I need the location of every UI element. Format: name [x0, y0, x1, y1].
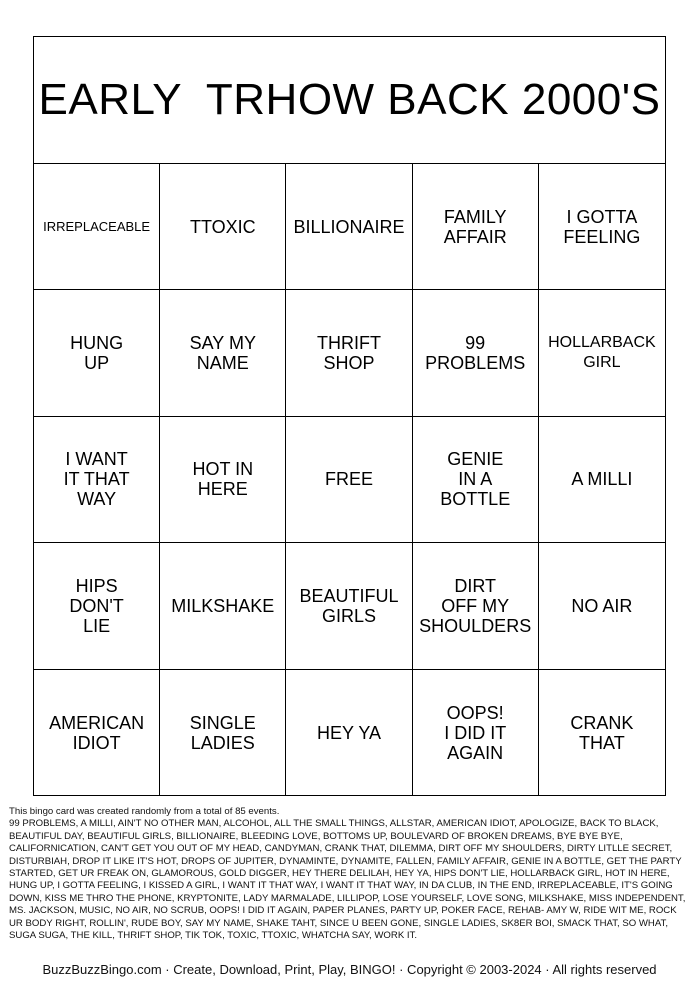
copyright-line: BuzzBuzzBingo.com · Create, Download, Print, Play, BINGO! · Copyright © 2003-2024 · All rights reserved: [42, 962, 657, 977]
bingo-cell: HIPS DON'T LIE: [34, 543, 160, 669]
bingo-cell: TTOXIC: [160, 164, 286, 290]
bingo-cell: HOT IN HERE: [160, 417, 286, 543]
events-note-intro: This bingo card was created randomly from a total of 85 events.: [9, 806, 280, 817]
bingo-cell: HOLLARBACK GIRL: [539, 290, 665, 416]
bingo-cell: DIRT OFF MY SHOULDERS: [413, 543, 539, 669]
bingo-cell: SAY MY NAME: [160, 290, 286, 416]
bingo-grid: [34, 164, 665, 796]
bingo-cell: GENIE IN A BOTTLE: [413, 417, 539, 543]
bingo-cell: 99 PROBLEMS: [413, 290, 539, 416]
bingo-cell: HEY YA: [286, 670, 412, 796]
bingo-cell: MILKSHAKE: [160, 543, 286, 669]
bingo-cell: BILLIONAIRE: [286, 164, 412, 290]
bingo-cell: HUNG UP: [34, 290, 160, 416]
bingo-cell: THRIFT SHOP: [286, 290, 412, 416]
bingo-cell-free: FREE: [286, 417, 412, 543]
bingo-cell: SINGLE LADIES: [160, 670, 286, 796]
bingo-cell: I GOTTA FEELING: [539, 164, 665, 290]
bingo-cell: CRANK THAT: [570, 712, 634, 753]
events-list: 99 PROBLEMS, A MILLI, AIN'T NO OTHER MAN, ALCOHOL, ALL THE SMALL THINGS, ALLSTAR, AMERICAN IDIOT, APOLOGIZE, BACK TO BLACK, BEAUTIFUL DAY, BEAUTIFUL GIRLS, BILLIONAIRE, BLEEDING LOVE, BOTTOMS UP, BOULEVARD OF BROKEN DREAMS, BYE BYE BYE, CALIFORNICATION, CAN'T GET YOU OUT OF MY HEAD, CANDYMAN, CRANK THAT, DILEMMA, DIRT OFF MY SHOULDERS, DIRTY LITLLE SECRET, DISTURBIAH, DROP IT LIKE IT'S HOT, DROPS OF JUPITER, DYNAMINTE, DYNAMITE, FALLEN, FAMILY AFFAIR, GENIE IN A BOTTLE, GET THE PARTY STARTED, GET UR FREAK ON, GLAMOROUS, GOLD DIGGER, HEY THERE DELILAH, HEY YA, HIPS DON'T LIE, HOLLARBACK GIRL, HOT IN HERE, HUNG UP, I GOTTA FEELING, I KISSED A GIRL, I WANT IT THAT WAY, I WANT IT THAT WAY, IN DA CLUB, IN THE END, IRREPLACEABLE, IT'S GOING DOWN, KISS ME THRO THE PHONE, KRYPTONITE, LADY MARMALADE, LILLIPOP, LOSE YOURSELF, LOVE SONG, MILKSHAKE, MISS INDEPENDENT, MS. JACKSON, MUSIC, NO AIR, NO SCRUB, OOPS! I DID IT AGAIN, PAPER PLANES, PARTY UP, POKER FACE, REHAB- AMY W, RIDE WIT ME, ROCK UR BODY RIGHT, ROLLIN', RUDE BOY, SAY MY NAME, SHAKE TAHT, SINCE U BEEN GONE, SINGLE LADIES, SK8ER BOI, SMACK THAT, SO WHAT, SUGA SUGA, THE KILL, THRIFT SHOP, TIK TOK, TOXIC, TTOXIC, WHATCHA SAY, WORK IT.: [9, 818, 686, 942]
events-note: [9, 806, 691, 942]
bingo-cell: NO AIR: [539, 543, 665, 669]
card-title: EARLY TRHOW BACK 2000'S: [34, 37, 665, 164]
bingo-cell: IRREPLACEABLE: [34, 164, 160, 290]
bingo-cell: BEAUTIFUL GIRLS: [286, 543, 412, 669]
bingo-cell: FAMILY AFFAIR: [413, 164, 539, 290]
bingo-cell: I WANT IT THAT WAY: [34, 417, 160, 543]
bingo-cell: A MILLI: [539, 417, 665, 543]
bingo-card: [33, 36, 666, 796]
bingo-cell: AMERICAN IDIOT: [34, 670, 160, 796]
bingo-cell: OOPS! I DID IT AGAIN: [413, 670, 539, 796]
